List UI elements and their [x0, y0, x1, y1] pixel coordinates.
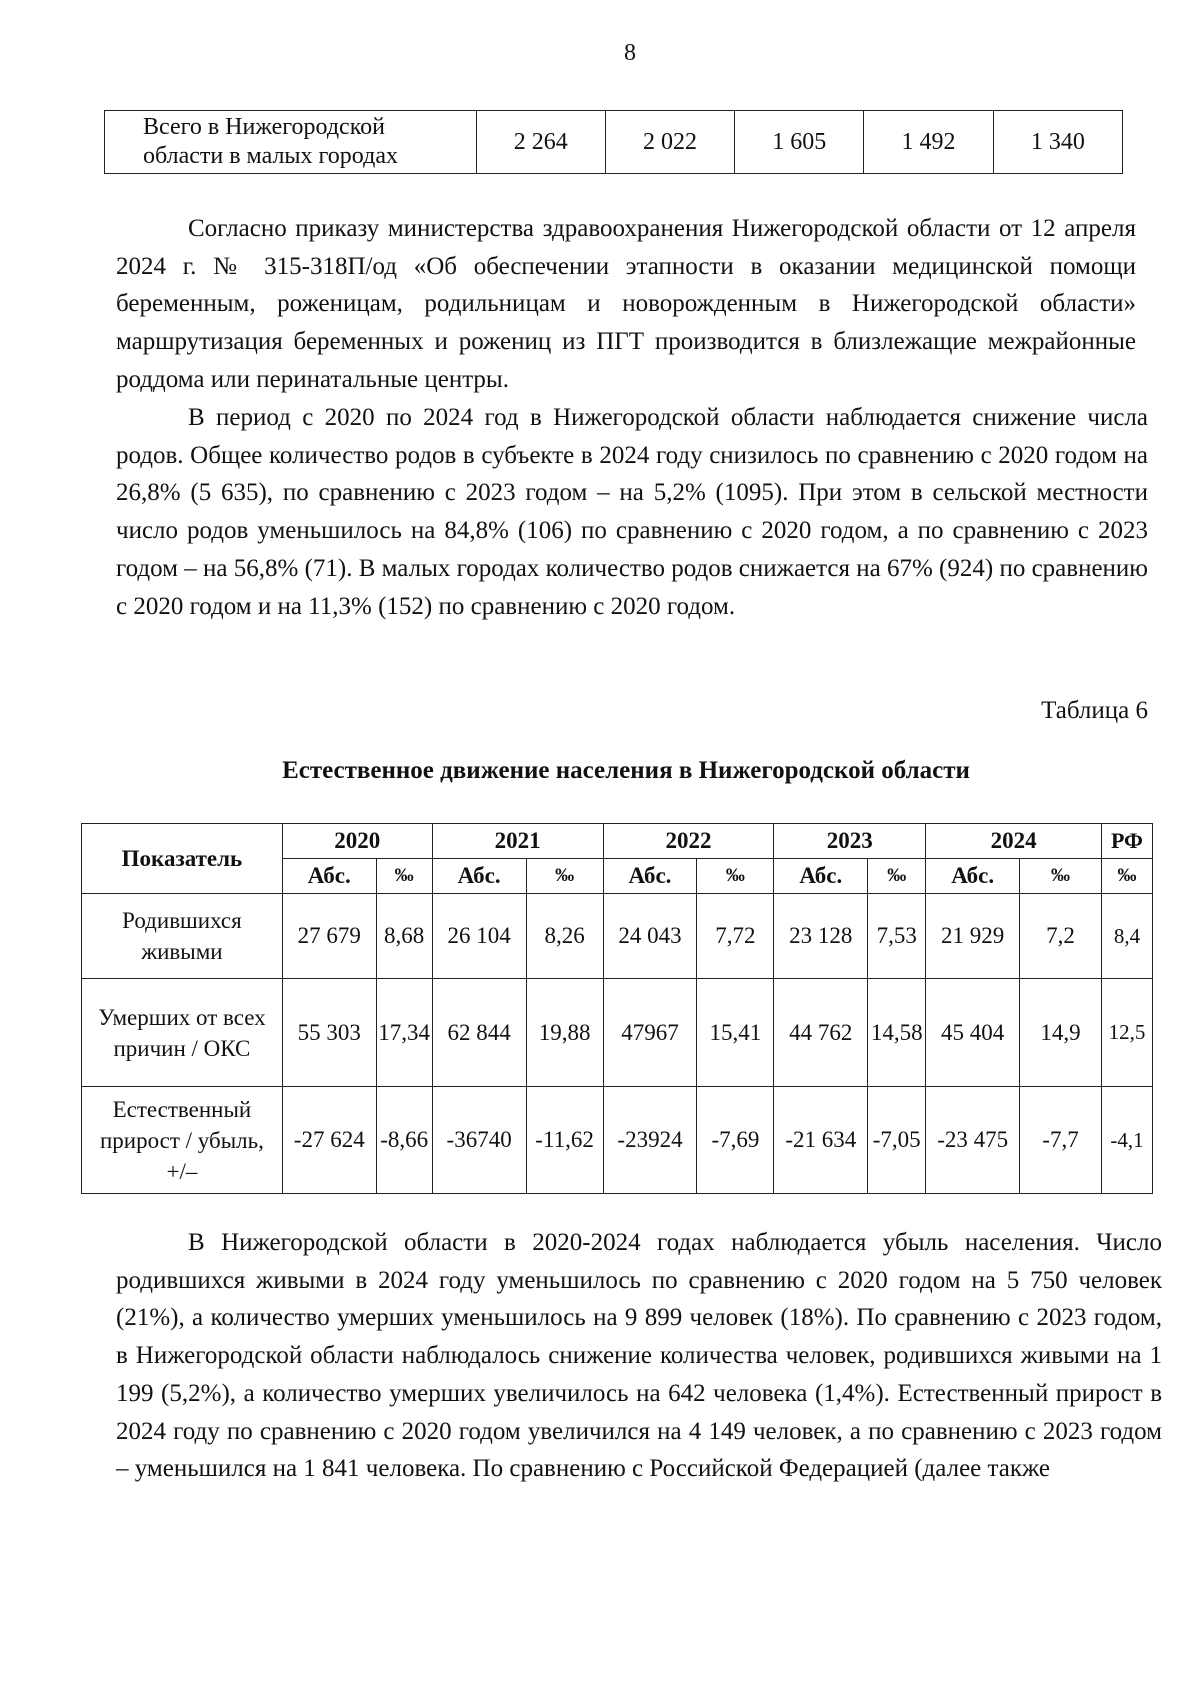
value-cell: 2 264: [476, 111, 605, 174]
year-header: 2023: [774, 824, 926, 859]
indicator-label-line: Естественный: [112, 1096, 252, 1122]
abs-header: Абс.: [774, 859, 868, 894]
row-label-cell: [105, 111, 477, 174]
paragraph: В период с 2020 по 2024 год в Нижегородской области наблюдается снижение числа родов. Общее количество родов в субъекте в 2024 году снизилось по сравнению с 2020 годом на 26,8% (5 635), по сравнению с 2023 годом – на 5,2% (1095). При этом в сельской местности число родов уменьшилось на 84,8% (106) по сравнению с 2020 годом, а по сравнению с 2023 годом – на 56,8% (71). В малых городах количество родов снижается на 67% (924) по сравнению с 2020 годом и на 11,3% (152) по сравнению с 2020 годом.: [116, 404, 1148, 620]
table-row: [82, 979, 1153, 1087]
value-cell: 14,9: [1020, 979, 1102, 1087]
value-cell: 21 929: [926, 894, 1020, 979]
value-cell: -7,69: [697, 1087, 774, 1194]
paragraph: В Нижегородской области в 2020-2024 годах наблюдается убыль населения. Число родившихся живыми в 2024 году уменьшилось по сравнению с 2020 годом на 5 750 человек (21%), а количество умерших уменьшилось на 9 899 человек (18%). По сравнению с 2023 годом, в Нижегородской области наблюдалось снижение количества человек, родившихся живыми на 1 199 (5,2%), а количество умерших увеличилось на 642 человека (1,4%). Естественный прирост в 2024 году по сравнению с 2020 годом увеличился на 4 149 человек, а по сравнению с 2023 годом – уменьшился на 1 841 человека. По сравнению с Российской Федерацией (далее также: [116, 1229, 1162, 1483]
rf-value-cell: -4,1: [1101, 1087, 1152, 1194]
value-cell: -23 475: [926, 1087, 1020, 1194]
value-cell: -23924: [603, 1087, 697, 1194]
rf-header: РФ: [1101, 824, 1152, 859]
value-cell: 1 340: [993, 111, 1122, 174]
permille-header: ‰: [868, 859, 926, 894]
rf-value-cell: 12,5: [1101, 979, 1152, 1087]
value-cell: 14,58: [868, 979, 926, 1087]
indicator-label-line: живыми: [141, 939, 223, 964]
table-row: [82, 1087, 1153, 1194]
indicator-label-line: прирост / убыль,: [99, 1127, 264, 1153]
indicator-cell: [82, 894, 283, 979]
value-cell: 27 679: [282, 894, 376, 979]
paragraph-block: [116, 1224, 1162, 1488]
value-cell: -7,7: [1020, 1087, 1102, 1194]
permille-header: ‰: [526, 859, 603, 894]
indicator-cell: [82, 1087, 283, 1194]
year-header: 2021: [432, 824, 603, 859]
value-cell: 8,68: [376, 894, 432, 979]
permille-header: ‰: [697, 859, 774, 894]
value-cell: -21 634: [774, 1087, 868, 1194]
table-row: [82, 894, 1153, 979]
row-label-line: Всего в Нижегородской: [143, 114, 385, 140]
value-cell: -7,05: [868, 1087, 926, 1194]
value-cell: 19,88: [526, 979, 603, 1087]
indicator-cell: [82, 979, 283, 1087]
year-header: 2020: [282, 824, 432, 859]
year-header: 2024: [926, 824, 1102, 859]
paragraph-block: [116, 210, 1136, 399]
value-cell: -27 624: [282, 1087, 376, 1194]
natural-movement-table: [81, 823, 1153, 1194]
abs-header: Абс.: [282, 859, 376, 894]
page-number: 8: [624, 40, 636, 66]
value-cell: 7,53: [868, 894, 926, 979]
table-row: [105, 111, 1123, 174]
value-cell: 17,34: [376, 979, 432, 1087]
rf-permille-header: ‰: [1101, 859, 1152, 894]
indicator-label-line: причин / ОКС: [113, 1035, 251, 1061]
value-cell: 62 844: [432, 979, 526, 1087]
value-cell: 7,2: [1020, 894, 1102, 979]
value-cell: 15,41: [697, 979, 774, 1087]
paragraph-block: [116, 399, 1148, 625]
value-cell: 8,26: [526, 894, 603, 979]
indicator-header: Показатель: [82, 824, 283, 894]
abs-header: Абс.: [603, 859, 697, 894]
indicator-label-line: Умерших от всех: [98, 1004, 266, 1030]
value-cell: 26 104: [432, 894, 526, 979]
value-cell: 44 762: [774, 979, 868, 1087]
value-cell: 55 303: [282, 979, 376, 1087]
value-cell: 45 404: [926, 979, 1020, 1087]
value-cell: 1 605: [735, 111, 864, 174]
value-cell: 47967: [603, 979, 697, 1087]
value-cell: 2 022: [605, 111, 734, 174]
year-header: 2022: [603, 824, 774, 859]
table-title: Естественное движение населения в Нижегородской области: [282, 757, 970, 784]
paragraph: Согласно приказу министерства здравоохранения Нижегородской области от 12 апреля 2024 г. № 315-318П/од «Об обеспечении этапности в оказании медицинской помощи беременным, роженицам, родильницам и новорожденным в Нижегородской области» маршрутизация беременных и рожениц из ПГТ производится в близлежащие межрайонные роддома или перинатальные центры.: [116, 215, 1136, 393]
value-cell: 1 492: [864, 111, 993, 174]
table-caption: Таблица 6: [1041, 697, 1148, 724]
abs-header: Абс.: [432, 859, 526, 894]
abs-header: Абс.: [926, 859, 1020, 894]
indicator-label-line: Родившихся: [122, 908, 242, 933]
value-cell: -36740: [432, 1087, 526, 1194]
rf-value-cell: 8,4: [1101, 894, 1152, 979]
table-header-row: [82, 824, 1153, 859]
value-cell: -8,66: [376, 1087, 432, 1194]
indicator-label-line: +/–: [166, 1158, 198, 1184]
value-cell: 24 043: [603, 894, 697, 979]
small-towns-total-table: [104, 110, 1123, 174]
value-cell: -11,62: [526, 1087, 603, 1194]
permille-header: ‰: [1020, 859, 1102, 894]
value-cell: 7,72: [697, 894, 774, 979]
row-label-line: области в малых городах: [143, 143, 398, 169]
permille-header: ‰: [376, 859, 432, 894]
value-cell: 23 128: [774, 894, 868, 979]
